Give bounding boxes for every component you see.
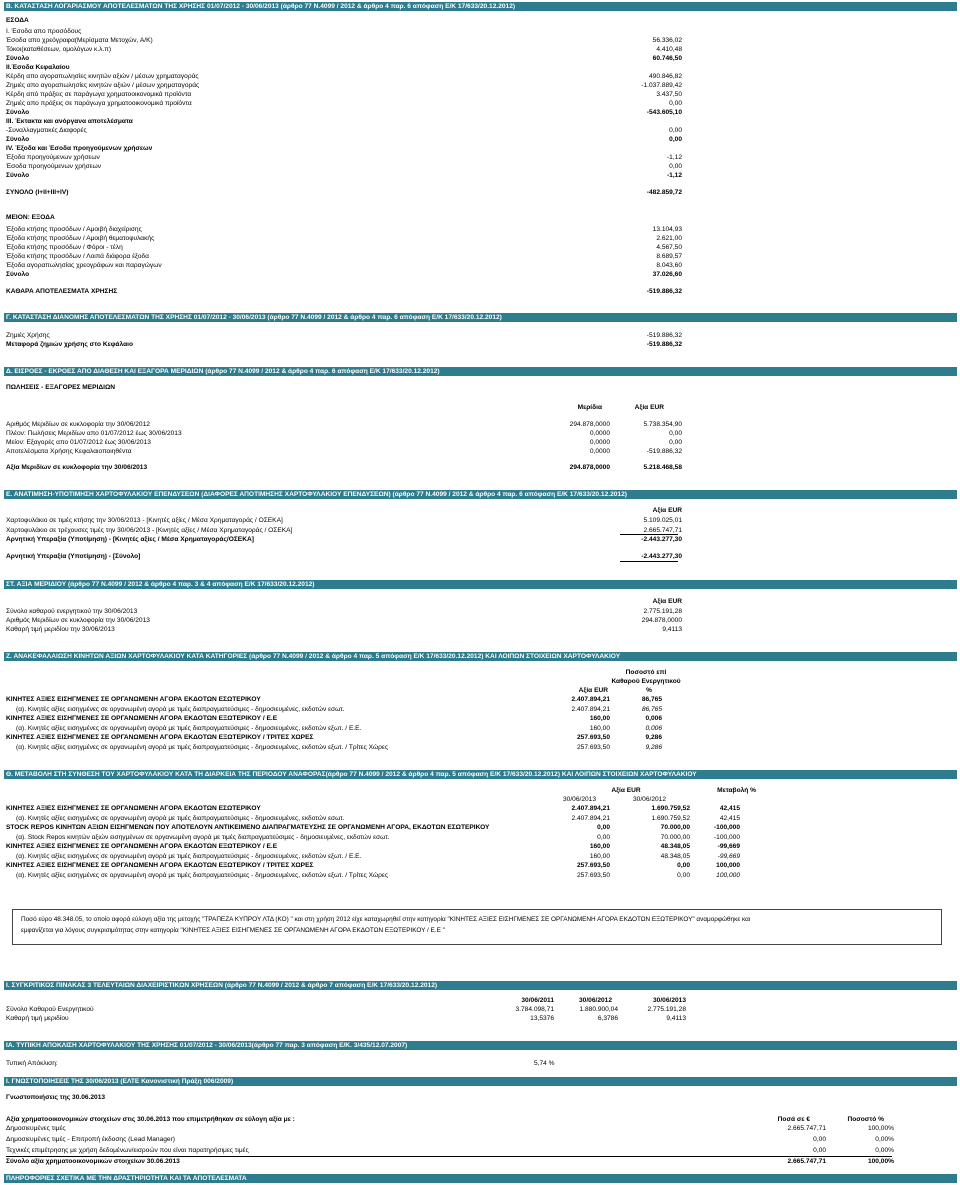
income-iii-title: ΙΙΙ. Έκτακτα και ανόργανα αποτελέσματα [6,118,133,125]
expenses-title: ΜΕΙΟΝ: ΕΞΟΔΑ [6,214,55,221]
income-row: Κέρδη από πράξεις σε παράγωγα χρηματοοικονομικά προϊόντα 3.437,50 [6,91,682,98]
summary-row: ΚΙΝΗΤΕΣ ΑΞΙΕΣ ΕΙΣΗΓΜΕΝΕΣ ΣΕ ΟΡΓΑΝΩΜΕΝΗ ΑΓΟΡΑ ΕΚΔΟΤΩΝ ΕΞΩΤΕΡΙΚΟΥ / Ε.Ε 160,00 0,006 [6,715,662,722]
change-row: ΚΙΝΗΤΕΣ ΑΞΙΕΣ ΕΙΣΗΓΜΕΝΕΣ ΣΕ ΟΡΓΑΝΩΜΕΝΗ ΑΓΟΡΑ ΕΚΔΟΤΩΝ ΕΞΩΤΕΡΙΚΟΥ / ΤΡΙΤΕΣ ΧΩΡΕΣ 257.693,50 0,00 100,000 [6,862,740,869]
income-iv-title: ΙV. Έξοδα και Έσοδα προηγούμενων χρήσεων [6,145,153,152]
expense-row: Έξοδα κτήσης προσόδων / Αμοιβή διαχείρισης 13.104,93 [6,226,682,233]
income-row: Έσοδα προηγούμενων χρήσεων 0,00 [6,163,682,170]
units-row: Αριθμός Μεριδίων σε κυκλοφορία την 30/06/2012 294.878,0000 5.738.354,90 [6,421,682,428]
net-result: ΚΑΘΑΡΑ ΑΠΟΤΕΛΕΣΜΑΤΑ ΧΡΗΣΗΣ -519.886,32 [6,288,682,295]
stdev-row: Τυπική Απόκλιση: 5,74 % [6,1060,555,1067]
expenses-total: Σύνολο 37.026,60 [6,271,682,278]
change-header: 30/06/2013 30/06/2012 [562,796,666,803]
income-row: Έσοδα απο χρεόγραφα(Μερίσματα Μετοχών, Α/Κ) 56.336,02 [6,37,682,44]
summary-row: (α). Κινητές αξίες εισηγμένες σε οργανωμένη αγορά με τιμές διαπραγματεύσιμες - δημοσιευμένες, εκδοτών εσωτ. 2.407.894,21 86,765 [16,706,662,713]
change-row: ΚΙΝΗΤΕΣ ΑΞΙΕΣ ΕΙΣΗΓΜΕΝΕΣ ΣΕ ΟΡΓΑΝΩΜΕΝΗ ΑΓΟΡΑ ΕΚΔΟΤΩΝ ΕΣΩΤΕΡΙΚΟΥ 2.407.894,21 1.690.759,52 42,415 [6,805,740,812]
comparative-row: Σύνολο Καθαρού Ενεργητικού 3.784.098,71 1.880.900,04 2.775.191,28 [6,1006,686,1013]
units-header: Μερίδια Αξία EUR [577,404,664,411]
income-row: Ζημιές απο πράξεις σε παράγωγα χρηματοοικονομικά προϊόντα 0,00 [6,100,682,107]
section-last-header: ΠΛΗΡΟΦΟΡΙΕΣ ΣΧΕΤΙΚΑ ΜΕ ΤΗΝ ΔΡΑΣΤΗΡΙΟΤΗΤΑ ΚΑΙ ΤΑ ΑΠΟΤΕΛΕΣΜΑΤΑ [4,1174,957,1183]
summary-header: Αξία EUR % [578,687,652,694]
disclosures-header: Αξία χρηματοοικονομικών στοιχείων στις 30.06.2013 που επιμετρήθηκαν σε εύλογη αξία με : Ποσά σε € Ποσοστό % [6,1116,884,1123]
income-total: Σύνολο 60.746,50 [6,55,682,62]
section-st-header: ΣΤ. ΑΞΙΑ ΜΕΡΙΔΙΟΥ (άρθρο 77 Ν.4099 / 2012 & άρθρο 4 παρ. 3 & 4 απόφαση Ε/Κ 17/633/20.12.2012) [4,580,957,589]
summary-row: ΚΙΝΗΤΕΣ ΑΞΙΕΣ ΕΙΣΗΓΜΕΝΕΣ ΣΕ ΟΡΓΑΝΩΜΕΝΗ ΑΓΟΡΑ ΕΚΔΟΤΩΝ ΕΞΩΤΕΡΙΚΟΥ / ΤΡΙΤΕΣ ΧΩΡΕΣ 257.693,50 9,286 [6,734,662,741]
sum-line [620,534,678,535]
disclosures-row: Δημοσιευμένες τιμές - Επιτροπή έκδοσης (Lead Manager) 0,00 0,00% [6,1136,894,1143]
units-total: Αξία Μεριδίων σε κυκλοφορία την 30/06/2013 294.878,0000 5.218.468,58 [6,464,682,471]
expense-row: Έξοδα κτήσης προσόδων / Αμοιβή θεματοφυλακής 2.621,00 [6,235,682,242]
income-total: Σύνολο -543.605,10 [6,109,682,116]
sum-line [620,561,678,562]
note-box [12,909,942,945]
disclosures-row: Τεχνικές επιμέτρησης με χρήση δεδομένων/εισροών που είναι παρατηρήσιμες τιμές 0,00 0,00% [6,1147,894,1154]
valuation-header: Αξία EUR [652,507,682,514]
change-row: STOCK REPOS ΚΙΝΗΤΩΝ ΑΞΙΩΝ ΕΙΣΗΓΜΕΝΩΝ ΠΟΥ ΑΠΟΤΕΛΟΥΝ ΑΝΤΙΚΕΙΜΕΝΟ ΔΙΑΠΡΑΓΜΑΤΕΥΣΗΣ ΣΕ ΟΡΓΑΝΩΜΕΝΗ ΑΓΟΡΑ, ΕΚΔΟΤΩΝ ΕΣΩΤΕΡΙΚΟΥ 0,00 70.000,00 -100,000 [6,824,740,831]
total-line [6,1156,892,1157]
disclosures-title: Γνωστοποιήσεις της 30.06.2013 [6,1094,106,1101]
unit-value-row: Καθαρή τιμή μεριδίου την 30/06/2013 9,4113 [6,626,682,633]
unit-value-row: Σύνολο καθαρού ενεργητικού την 30/06/2013 2.775.191,28 [6,608,682,615]
income-total: Σύνολο 0,00 [6,136,682,143]
summary-row: (α). Κινητές αξίες εισηγμένες σε οργανωμένη αγορά με τιμές διαπραγματεύσιμες - δημοσιευμένες, εκδοτών εξωτ. / Ε.Ε. 160,00 0,006 [16,725,662,732]
income-row: Τόκοι(καταθέσεων, ομολόγων κ.λ.π) 4.410,48 [6,46,682,53]
section-d-header: Δ. ΕΙΣΡΟΕΣ - ΕΚΡΟΕΣ ΑΠΟ ΔΙΑΘΕΣΗ ΚΑΙ ΕΞΑΓΟΡΑ ΜΕΡΙΔΙΩΝ (άρθρο 77 Ν.4099 / 2012 & άρθρο 4 παρ. 6 απόφαση Ε/Κ 17/633/20.12.2012) [4,367,957,376]
disclosures-total: Σύνολο αξία χρηματοοικονομικών στοιχείων 30.06.2013 2.665.747,71 100,00% [6,1158,894,1165]
note-line: εμφανίζεται για λόγους συγκρισιμότητας στην κατηγορία "ΚΙΝΗΤΕΣ ΑΞΙΕΣ ΕΙΣΗΓΜΕΝΕΣ ΣΕ ΟΡΓΑΝΩΜΕΝΗ ΑΓΟΡΑ ΕΚΔΟΤΩΝ ΕΞΩΤΕΡΙΚΟΥ / Ε.Ε " [21,927,445,934]
note-line: Ποσό εύρο 48.348.05, το οποίο αφορά εύλογη αξία της μετοχής "ΤΡΑΠΕΖΑ ΚΥΠΡΟΥ ΛΤΔ (ΚΟ) " και στη χρήση 2012 είχε καταχωρηθεί στην κατηγορία "ΚΙΝΗΤΕΣ ΑΞΙΕΣ ΕΙΣΗΓΜΕΝΕΣ ΣΕ ΟΡΓΑΝΩΜΕΝΗ ΑΓΟΡΑ ΕΚΔΟΤΩΝ ΕΞΩΤΕΡΙΚΟΥ" αναμορφώθηκε και [21,916,751,923]
units-row: Αποτελέσματα Χρήσης Κεφαλαιοποιηθέντα 0,0000 -519.886,32 [6,448,682,455]
summary-row: (α). Κινητές αξίες εισηγμένες σε οργανωμένη αγορά με τιμές διαπραγματεύσιμες - δημοσιευμένες, εκδοτών εξωτ. / Τρίτες Χώρες 257.693,50 9,286 [16,744,662,751]
section-g-header: Γ. ΚΑΤΑΣΤΑΣΗ ΔΙΑΝΟΜΗΣ ΑΠΟΤΕΛΕΣΜΑΤΩΝ ΤΗΣ ΧΡΗΣΗΣ 01/07/2012 - 30/06/2013 (άρθρο 77 Ν.4099 / 2012 & άρθρο 4 παρ. 6 απόφαση Ε/Κ 17/633/20.12.2012) [4,313,957,322]
valuation-row: Αρνητική Υπεραξία (Υποτίμηση) - [Κινητές αξίες / Μέσα Χρηματαγοράς/ΟΣΕΚΑ] -2.443.277,30 [6,536,682,543]
change-row: (α). Κινητές αξίες εισηγμένες σε οργανωμένη αγορά με τιμές διαπραγματεύσιμες - δημοσιευμένες, εκδοτών εξωτ. / Τρίτες Χώρες 257.693,50 0,00 100,000 [16,872,740,879]
income-row: Έξοδα προηγούμενων χρήσεων -1,12 [6,154,682,161]
valuation-total: Αρνητική Υπεραξία (Υποτίμηση) - [Σύνολο] -2.443.277,30 [6,553,682,560]
section-z-header: Ζ. ΑΝΑΚΕΦΑΛΑΙΩΣΗ ΚΙΝΗΤΩΝ ΑΞΙΩΝ ΧΑΡΤΟΦΥΛΑΚΙΟΥ ΚΑΤΑ ΚΑΤΗΓΟΡΙΕΣ (άρθρο 77 Ν.4099 / 2012 & άρθρο 4 παρ. 5 απόφαση Ε/Κ 17/633/20.12.2012) ΚΑΙ ΛΟΙΠΩΝ ΣΤΟΙΧΕΙΩΝ ΧΑΡΤΟΦΥΛΑΚΙΟΥ [4,652,957,661]
income-row: -Συναλλαγματικές Διαφορές 0,00 [6,127,682,134]
income-row: Κέρδη απο αγοραπωλησίες κινητών αξιών / μέσων χρηματαγοράς 490.846,82 [6,73,682,80]
income-total: Σύνολο -1,12 [6,172,682,179]
change-row: (α). Κινητές αξίες εισηγμένες σε οργανωμένη αγορά με τιμές διαπραγματεύσιμες - δημοσιευμένες, εκδοτών εσωτ. 2.407.894,21 1.690.759,52 42,415 [16,815,740,822]
income-row: Ζημιές απο αγοραπωλησίες κινητών αξιών / μέσων χρηματαγοράς -1.037.889,42 [6,82,682,89]
comparative-row: Καθαρή τιμή μεριδίου 13,5376 6,3786 9,4113 [6,1015,686,1022]
income-grand-total: ΣΥΝΟΛΟ (Ι+ΙΙ+ΙΙΙ+ΙV) -482.859,72 [6,189,682,196]
section-e-header: Ε. ΑΝΑΤΙΜΗΣΗ-ΥΠΟΤΙΜΗΣΗ ΧΑΡΤΟΦΥΛΑΚΙΟΥ ΕΠΕΝΔΥΣΕΩΝ (ΔΙΑΦΟΡΕΣ ΑΠΟΤΙΜΗΣΗΣ ΧΑΡΤΟΦΥΛΑΚΙΟΥ ΕΠΕΝΔΥΣΕΩΝ) (άρθρο 77 Ν.4099 / 2012 & άρθρο 4 παρ. 6 απόφαση Ε/Κ 17/633/20.12.2012) [4,490,957,499]
income-i-title: Ι. Έσοδα απο προσόδους [6,28,82,35]
income-title: ΕΣΟΔΑ [6,17,29,24]
valuation-row: Χαρτοφυλάκιο σε τρέχουσες τιμές την 30/06/2013 - [Κινητές αξίες / Μέσα Χρηματαγοράς / ΟΣΕΚΑ] 2.665.747,71 [6,527,682,534]
change-row: (α). Stock Repos κινητών αξιών εισηγμένων σε οργανωμένη αγορά με τιμές διαπραγματεύσιμες - δημοσιευμένες, εκδοτών εσωτ. 0,00 70.000,00 -100,000 [16,834,740,841]
expense-row: Έξοδα κτήσης προσόδων / Λοιπά διάφορα έξοδα 8.689,57 [6,253,682,260]
distribution-row: Μεταφορά ζημιών χρήσης στο Κεφάλαιο -519.886,32 [6,341,682,348]
expense-row: Έξοδα κτήσης προσόδων / Φόροι - τέλη 4.567,50 [6,244,682,251]
change-row: ΚΙΝΗΤΕΣ ΑΞΙΕΣ ΕΙΣΗΓΜΕΝΕΣ ΣΕ ΟΡΓΑΝΩΜΕΝΗ ΑΓΟΡΑ ΕΚΔΟΤΩΝ ΕΞΩΤΕΡΙΚΟΥ / Ε.Ε 160,00 48.348,05 -99,669 [6,843,740,850]
section-ia-header: ΙΑ. ΤΥΠΙΚΗ ΑΠΟΚΛΙΣΗ ΧΑΡΤΟΦΥΛΑΚΙΟΥ ΤΗΣ ΧΡΗΣΗΣ 01/07/2012 - 30/06/2013(άρθρο 77 παρ. 3 απόφαση Ε/Κ. 3/435/12.07.2007) [4,1041,957,1050]
distribution-row: Ζημιές Χρήσης -519.886,32 [6,332,682,339]
summary-header: Καθαρού Ενεργητικού [611,678,681,685]
unit-value-row: Αριθμός Μεριδίων σε κυκλοφορία την 30/06/2013 294.878,0000 [6,617,682,624]
summary-row: ΚΙΝΗΤΕΣ ΑΞΙΕΣ ΕΙΣΗΓΜΕΝΕΣ ΣΕ ΟΡΓΑΝΩΜΕΝΗ ΑΓΟΡΑ ΕΚΔΟΤΩΝ ΕΣΩΤΕΡΙΚΟΥ 2.407.894,21 86,765 [6,696,662,703]
units-row: Μείον: Εξαγορές απο 01/07/2012 έως 30/06/2013 0,0000 0,00 [6,439,682,446]
section-th-header: Θ. ΜΕΤΑΒΟΛΗ ΣΤΗ ΣΥΝΘΕΣΗ ΤΟΥ ΧΑΡΤΟΦΥΛΑΚΙΟΥ ΚΑΤΑ ΤΗ ΔΙΑΡΚΕΙΑ ΤΗΣ ΠΕΡΙΟΔΟΥ ΑΝΑΦΟΡΑΣ(άρθρο 77 Ν.4099 / 2012 & άρθρο 4 παρ. 5 απόφαση Ε/Κ 17/633/20.12.2012) ΚΑΙ ΛΟΙΠΩΝ ΣΤΟΙΧΕΙΩΝ ΧΑΡΤΟΦΥΛΑΚΙΟΥ [4,770,957,779]
valuation-row: Χαρτοφυλάκιο σε τιμές κτήσης την 30/06/2013 - [Κινητές αξίες / Μέσα Χρηματαγοράς / ΟΣΕΚΑ] 5.109.025,01 [6,517,682,524]
change-header: Αξία EUR Μεταβολή % [611,787,756,794]
comparative-header: 30/06/2011 30/06/2012 30/06/2013 [521,997,686,1004]
section-b-header: B. ΚΑΤΑΣΤΑΣΗ ΛΟΓΑΡΙΑΣΜΟΥ ΑΠΟΤΕΛΕΣΜΑΤΩΝ ΤΗΣ ΧΡΗΣΗΣ 01/07/2012 - 30/06/2013 (άρθρο 77 Ν.4099 / 2012 & άρθρο 4 παρ. 6 απόφαση Ε/Κ 17/633/20.12.2012) [4,2,957,11]
income-ii-title: ΙΙ.Έσοδα Κεφαλαίου [6,64,70,71]
unit-value-header: Αξία EUR [652,598,682,605]
units-row: Πλέον: Πωλήσεις Μεριδίων απο 01/07/2012 έως 30/06/2013 0,0000 0,00 [6,430,682,437]
summary-header: Ποσοστό επί [625,669,667,676]
section-i-header: Ι. ΣΥΓΚΡΙΤΙΚΟΣ ΠΙΝΑΚΑΣ 3 ΤΕΛΕΥΤΑΙΩΝ ΔΙΑΧΕΙΡΙΣΤΙΚΩΝ ΧΡΗΣΕΩΝ (άρθρο 77 Ν.4099 / 2012 & άρθρο 7 απόφαση Ε/Κ 17/633/20.12.2012) [4,981,957,990]
change-row: (α). Κινητές αξίες εισηγμένες σε οργανωμένη αγορά με τιμές διαπραγματεύσιμες - δημοσιευμένες, εκδοτών εξωτ. / Ε.Ε. 160,00 48.348,05 -99,669 [16,853,740,860]
disclosures-row: Δημοσιευμένες τιμές 2.665.747,71 100,00% [6,1125,894,1132]
units-subtitle: ΠΩΛΗΣΕΙΣ - ΕΞΑΓΟΡΕΣ ΜΕΡΙΔΙΩΝ [6,384,116,391]
section-ib-header: Ι. ΓΝΩΣΤΟΠΟΙΗΣΕΙΣ ΤΗΣ 30/06/2013 (ΕΛΤΕ Κανονιστική Πράξη 006/2009) [4,1077,957,1086]
expense-row: Έξοδα αγοραπωλησίας χρεογράφων και παραγώγων 8.043,60 [6,262,682,269]
